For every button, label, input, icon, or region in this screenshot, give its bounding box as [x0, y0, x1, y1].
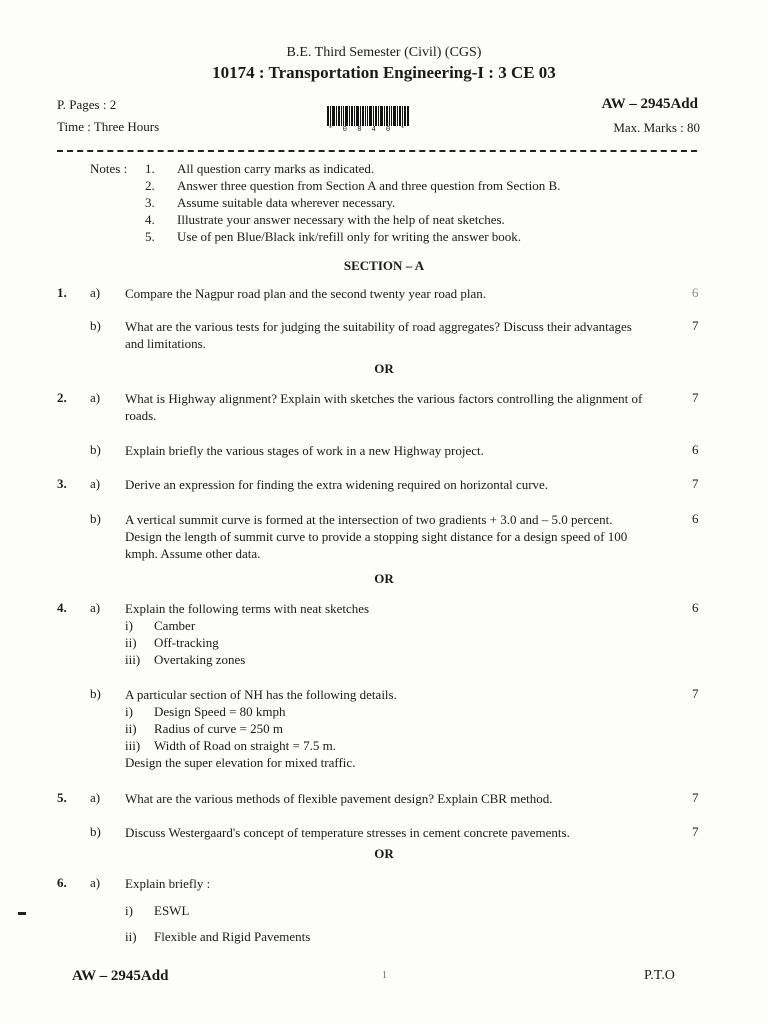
- question-part: b): [90, 511, 101, 526]
- question-text: What are the various tests for judging the suitability of road aggregates? Discuss their advantages and limitations.: [125, 319, 632, 351]
- question-marks: 7: [692, 790, 699, 805]
- max-marks: Max. Marks : 80: [613, 120, 700, 135]
- question-part: b): [90, 442, 101, 457]
- question-marks: 6: [692, 442, 699, 457]
- question-part: a): [90, 285, 101, 300]
- note-item: 1. All question carry marks as indicated.: [145, 161, 375, 176]
- scan-mark: [18, 912, 26, 915]
- question-number: 5.: [57, 790, 67, 805]
- question-part: b): [90, 686, 101, 701]
- exam-duration: Time : Three Hours: [57, 119, 160, 134]
- question-text: A particular section of NH has the following details.: [125, 687, 397, 702]
- header-divider: [57, 150, 697, 152]
- page-count: P. Pages : 2: [57, 97, 117, 112]
- paper-code: AW – 2945Add: [601, 96, 698, 112]
- question-marks: 6: [692, 600, 699, 615]
- question-number: 1.: [57, 285, 67, 300]
- question-text: Explain briefly :: [125, 876, 211, 891]
- question-text: Explain the following terms with neat sketches: [125, 601, 370, 616]
- please-turn-over: P.T.O: [644, 968, 675, 983]
- footer-paper-code: AW – 2945Add: [72, 968, 169, 984]
- sub-item: i) Camber: [125, 618, 196, 633]
- question-marks: 7: [692, 390, 699, 405]
- notes-label: Notes :: [90, 161, 128, 176]
- question-text: Discuss Westergaard's concept of temperature stresses in cement concrete pavements.: [125, 825, 570, 840]
- question-text-tail: Design the super elevation for mixed traffic.: [125, 755, 356, 770]
- question-text: A vertical summit curve is formed at the intersection of two gradients + 3.0 and – 5.0 percent. Design the length of summit curve to provide a stopping sight distance for a design speed of 100 kmph. Assume other data.: [125, 512, 628, 561]
- question-text: Derive an expression for finding the extra widening required on horizontal curve.: [125, 477, 549, 492]
- question-marks: 6: [692, 285, 699, 300]
- sub-item: i) ESWL: [125, 903, 190, 918]
- note-item: 3. Assume suitable data wherever necessary.: [145, 195, 396, 210]
- question-number: 3.: [57, 476, 67, 491]
- exam-semester-line: B.E. Third Semester (Civil) (CGS): [286, 45, 482, 60]
- note-item: 2. Answer three question from Section A and three question from Section B.: [145, 178, 561, 193]
- question-part: a): [90, 600, 101, 615]
- sub-item: iii) Overtaking zones: [125, 652, 246, 667]
- sub-item: iii) Width of Road on straight = 7.5 m.: [125, 738, 336, 753]
- or-separator: OR: [374, 361, 394, 376]
- question-text: Explain briefly the various stages of work in a new Highway project.: [125, 443, 484, 458]
- question-number: 4.: [57, 600, 67, 615]
- page-number: 1: [382, 970, 387, 981]
- question-text: What are the various methods of flexible pavement design? Explain CBR method.: [125, 791, 553, 806]
- note-item: 5. Use of pen Blue/Black ink/refill only for writing the answer book.: [145, 229, 522, 244]
- question-part: b): [90, 318, 101, 333]
- question-marks: 7: [692, 824, 699, 839]
- sub-item: ii) Off-tracking: [125, 635, 219, 650]
- question-text: What is Highway alignment? Explain with sketches the various factors controlling the alignment of roads.: [125, 391, 643, 423]
- note-item: 4. Illustrate your answer necessary with the help of neat sketches.: [145, 212, 505, 227]
- barcode-icon: [327, 106, 409, 126]
- question-part: a): [90, 875, 101, 890]
- question-part: a): [90, 390, 101, 405]
- question-marks: 7: [692, 318, 699, 333]
- question-marks: 7: [692, 686, 699, 701]
- question-part: b): [90, 824, 101, 839]
- sub-item: ii) Radius of curve = 250 m: [125, 721, 284, 736]
- question-number: 2.: [57, 390, 67, 405]
- sub-item: i) Design Speed = 80 kmph: [125, 704, 286, 719]
- section-a-heading: SECTION – A: [343, 258, 425, 273]
- or-separator: OR: [374, 846, 394, 861]
- question-marks: 6: [692, 511, 699, 526]
- question-part: a): [90, 790, 101, 805]
- question-part: a): [90, 476, 101, 491]
- question-text: Compare the Nagpur road plan and the second twenty year road plan.: [125, 286, 486, 301]
- or-separator: OR: [374, 571, 394, 586]
- barcode-number: * 0 8 4 0 *: [328, 126, 408, 134]
- question-number: 6.: [57, 875, 67, 890]
- exam-subject-title: 10174 : Transportation Engineering-I : 3 CE 03: [212, 63, 556, 82]
- question-marks: 7: [692, 476, 699, 491]
- sub-item: ii) Flexible and Rigid Pavements: [125, 929, 311, 944]
